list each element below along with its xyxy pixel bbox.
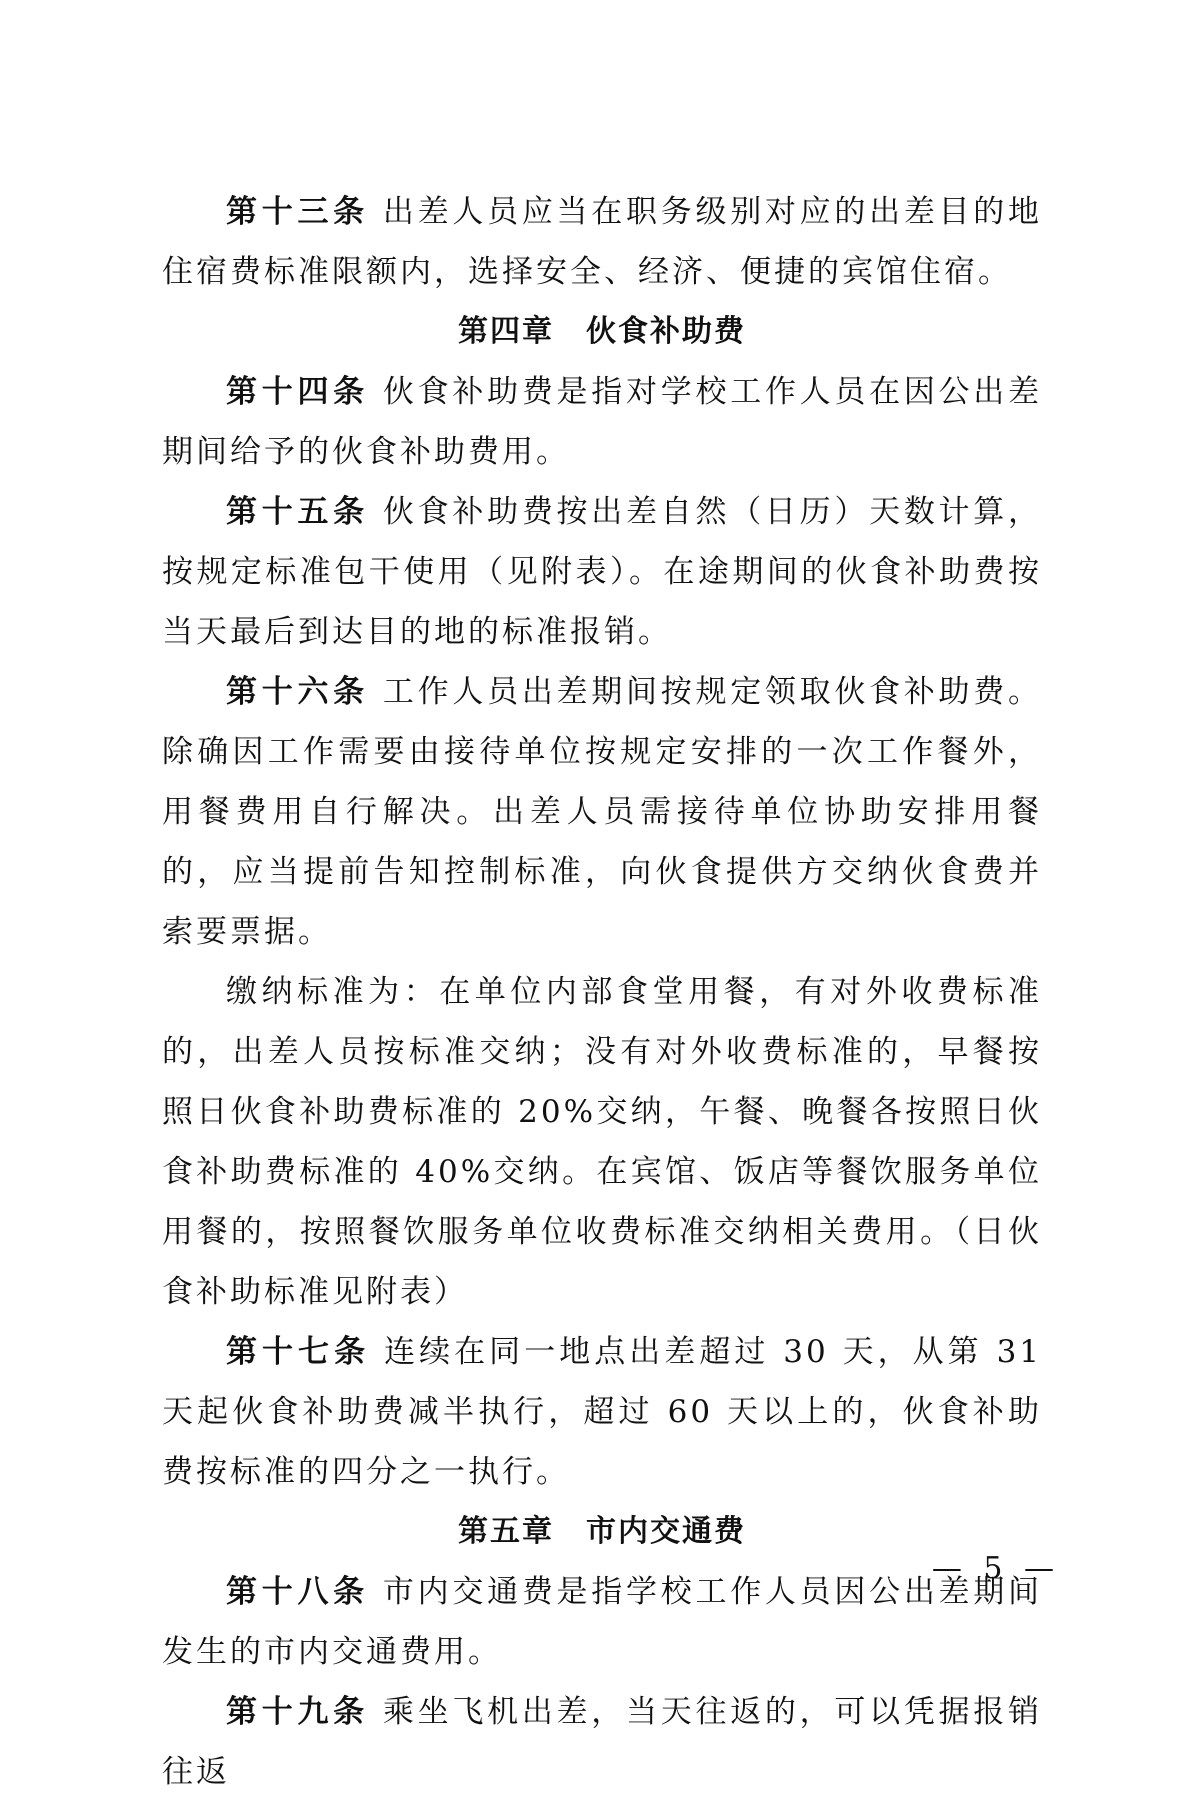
article-label: 第十五条 [226, 494, 369, 530]
article-19 [162, 1682, 1042, 1802]
article-text: 市内交通费是指学校工作人员因公出差期间发生的市内交通费用。 [162, 1574, 1043, 1670]
chapter-heading-4: 第四章 伙食补助费 [458, 314, 746, 349]
article-label: 第十八条 [226, 1574, 369, 1610]
article-label: 第十六条 [226, 674, 369, 710]
article-15 [162, 482, 1042, 662]
article-text: 工作人员出差期间按规定领取伙食补助费。除确因工作需要由接待单位按规定安排的一次工作餐外，用餐费用自行解决。出差人员需接待单位协助安排用餐的，应当提前告知控制标准，向伙食提供方交纳伙食费并索要票据。 [162, 674, 1043, 950]
article-18 [162, 1562, 1042, 1682]
article-label: 第十七条 [226, 1334, 371, 1370]
article-14 [162, 362, 1042, 482]
article-text: 连续在同一地点出差超过 30 天，从第 31 天起伙食补助费减半执行，超过 60 天以上的，伙食补助费按标准的四分之一执行。 [162, 1334, 1043, 1490]
article-17 [162, 1322, 1042, 1502]
document-body [162, 182, 1042, 1802]
article-13 [162, 182, 1042, 302]
article-text: 出差人员应当在职务级别对应的出差目的地住宿费标准限额内，选择安全、经济、便捷的宾馆住宿。 [162, 194, 1043, 290]
chapter-heading-5: 第五章 市内交通费 [458, 1514, 746, 1549]
article-label: 第十三条 [226, 194, 369, 230]
payment-standard-paragraph: 缴纳标准为：在单位内部食堂用餐，有对外收费标准的，出差人员按标准交纳；没有对外收费标准的，早餐按照日伙食补助费标准的 20%交纳，午餐、晚餐各按照日伙食补助费标准的 40%交纳。在宾馆、饭店等餐饮服务单位用餐的，按照餐饮服务单位收费标准交纳相关费用。（日伙食补助标准见附表） [162, 974, 1042, 1310]
article-label: 第十九条 [226, 1694, 369, 1730]
article-text: 伙食补助费是指对学校工作人员在因公出差期间给予的伙食补助费用。 [162, 374, 1043, 470]
article-text: 伙食补助费按出差自然（日历）天数计算，按规定标准包干使用（见附表）。在途期间的伙食补助费按当天最后到达目的地的标准报销。 [162, 494, 1043, 650]
article-16 [162, 662, 1042, 962]
page-number: — 5 — [931, 1551, 1060, 1586]
article-text: 乘坐飞机出差，当天往返的，可以凭据报销往返 [162, 1694, 1043, 1790]
article-label: 第十四条 [226, 374, 369, 410]
